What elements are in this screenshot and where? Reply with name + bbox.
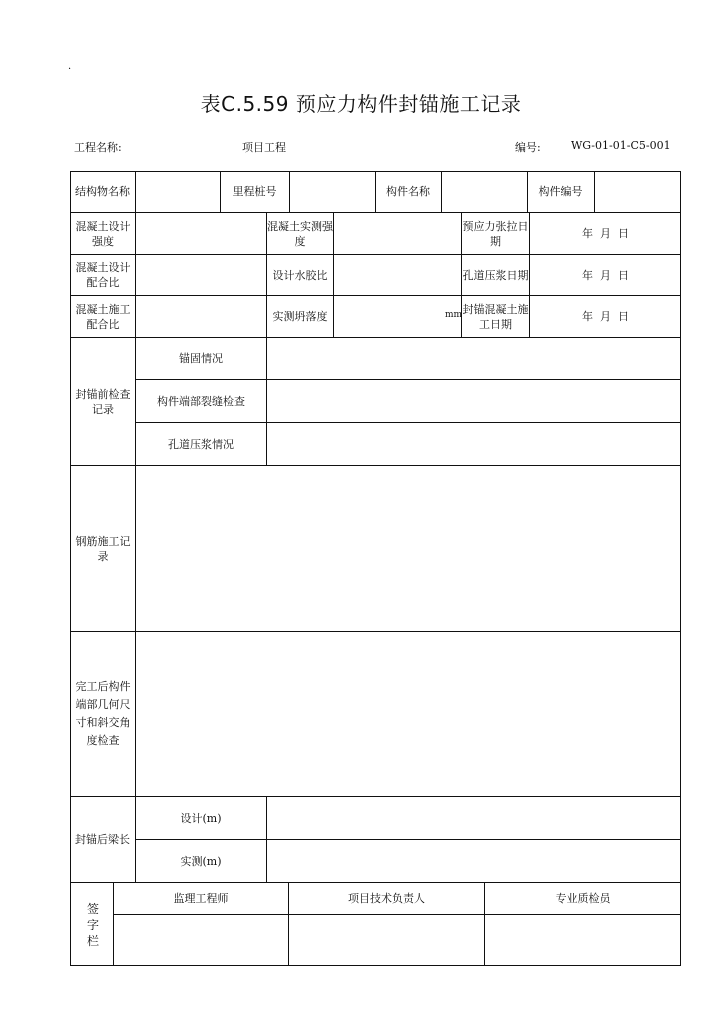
structure-name-field[interactable] [136, 172, 220, 212]
tension-date-field[interactable]: 年 月 日 [582, 227, 629, 240]
wc-ratio-label: 设计水胶比 [272, 268, 328, 282]
measured-strength-field[interactable] [334, 213, 461, 254]
tension-date-label: 预应力张拉日期 [462, 219, 529, 248]
member-no-label: 构件编号 [538, 185, 583, 198]
slump-label: 实测坍落度 [272, 310, 328, 323]
wc-ratio-field[interactable] [334, 255, 461, 295]
code-value: WG-01-01-C5-001 [571, 139, 671, 152]
grouting-date-field[interactable]: 年 月 日 [582, 268, 629, 282]
seal-date-field[interactable]: 年 月 日 [582, 310, 629, 323]
beam-length-measured-field[interactable] [267, 840, 681, 882]
anchorage-condition-field[interactable] [267, 338, 681, 379]
member-name-field[interactable] [442, 172, 527, 212]
structure-name-label: 结构物名称 [75, 185, 130, 198]
beam-length-label: 封锚后梁长 [75, 833, 130, 846]
corner-mark: · [68, 64, 72, 75]
duct-grouting-label: 孔道压浆情况 [168, 437, 234, 451]
geometry-check-field[interactable] [136, 632, 681, 796]
code-label: 编号: [515, 141, 541, 154]
signature-label: 签字栏 [86, 901, 99, 948]
beam-length-design-label: 设计(m) [180, 811, 222, 825]
geometry-check-label: 完工后构件端部几何尺寸和斜交角度检查 [75, 680, 131, 747]
beam-length-measured-label: 实测(m) [180, 854, 222, 868]
end-crack-check-field[interactable] [267, 380, 681, 422]
member-name-label: 构件名称 [386, 185, 430, 198]
supervisor-label: 监理工程师 [173, 892, 229, 905]
member-no-field[interactable] [595, 172, 680, 212]
tech-lead-signature-field[interactable] [289, 915, 484, 966]
rebar-record-field[interactable] [136, 466, 681, 631]
construction-mix-label: 混凝土施工配合比 [75, 302, 131, 331]
mileage-field[interactable] [290, 172, 375, 212]
slump-unit: mm [445, 310, 463, 320]
duct-grouting-field[interactable] [267, 423, 681, 465]
beam-length-design-field[interactable] [267, 797, 681, 839]
supervisor-signature-field[interactable] [114, 915, 288, 966]
seal-date-label: 封锚混凝土施工日期 [462, 302, 529, 331]
slump-field[interactable] [334, 296, 461, 337]
rebar-record-label: 钢筋施工记录 [75, 534, 131, 563]
design-strength-field[interactable] [136, 213, 266, 254]
project-name-label: 工程名称: [74, 141, 122, 154]
design-strength-label: 混凝土设计强度 [75, 219, 131, 248]
inspector-signature-field[interactable] [485, 915, 681, 966]
inspector-label: 专业质检员 [555, 892, 611, 905]
design-mix-label: 混凝土设计配合比 [75, 261, 131, 289]
design-mix-field[interactable] [136, 255, 266, 295]
measured-strength-label: 混凝土实测强度 [267, 219, 333, 248]
page-title: 表C.5.59 预应力构件封锚施工记录 [200, 92, 522, 116]
mileage-label: 里程桩号 [232, 185, 277, 198]
construction-mix-field[interactable] [136, 296, 266, 337]
end-crack-check-label: 构件端部裂缝检查 [157, 394, 245, 408]
anchorage-condition-label: 锚固情况 [179, 352, 223, 365]
pre-check-label: 封锚前检查记录 [75, 387, 131, 416]
project-name-value: 项目工程 [242, 141, 286, 154]
grouting-date-label: 孔道压浆日期 [462, 268, 529, 282]
tech-lead-label: 项目技术负责人 [348, 892, 425, 905]
